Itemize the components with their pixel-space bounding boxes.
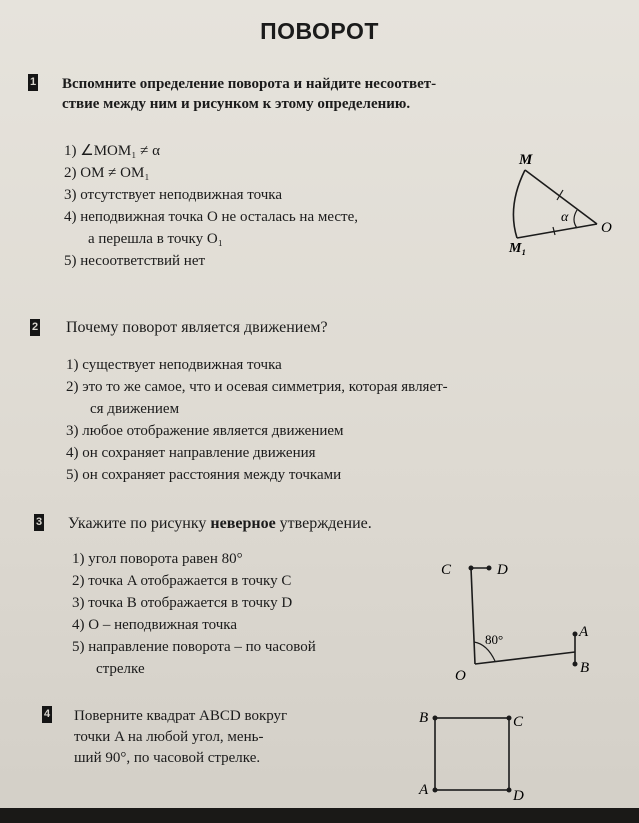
task-2-option-4: 4) он сохраняет направление движения (66, 445, 316, 461)
task-3-label-d: D (497, 562, 508, 578)
task-4-question-line: точки A на любой угол, мень- (74, 729, 264, 745)
task-1-question (62, 74, 436, 114)
task-4-question-line: Поверните квадрат ABCD вокруг (74, 708, 288, 724)
task-3-question-bold: неверное (210, 515, 276, 532)
task-3-question-suffix: утверждение. (275, 515, 372, 532)
task-3-question (68, 514, 372, 534)
task-2-option-2: 2) это то же самое, что и осевая симметрия, которая являет- (66, 379, 448, 395)
task-1-option-4-cont: а перешла в точку O₁ (88, 231, 223, 247)
task-2-option-1: 1) существует неподвижная точка (66, 357, 282, 373)
task-2-option-3: 3) любое отображение является движением (66, 423, 344, 439)
task-3-figure (435, 548, 605, 688)
task-4-question (74, 706, 287, 769)
task-1-question-line: ствие между ним и рисунком к этому определению. (62, 96, 411, 112)
task-4-label-a: A (419, 782, 429, 798)
page-title: ПОВОРОТ (260, 18, 379, 44)
task-2-option-2-cont: ся движением (90, 401, 180, 417)
task-2-marker: 2 (30, 319, 40, 336)
task-3-label-c: C (441, 562, 452, 578)
task-3-option-2: 2) точка A отображается в точку C (72, 573, 292, 589)
task-3-label-o: O (455, 668, 466, 684)
task-2-option-5: 5) он сохраняет расстояния между точками (66, 467, 342, 483)
task-3-option-5-cont: стрелке (96, 661, 145, 677)
task-3-option-5: 5) направление поворота – по часовой (72, 639, 316, 655)
task-1-option-2: 2) OM ≠ OM₁ (64, 165, 150, 181)
task-1-figure (505, 148, 617, 258)
task-1-option-5: 5) несоответствий нет (64, 253, 206, 269)
task-1-label-m: M (519, 152, 533, 168)
task-4-question-line: ший 90°, по часовой стрелке. (74, 750, 261, 766)
task-3-option-4: 4) O – неподвижная точка (72, 617, 238, 633)
task-3-options (72, 548, 316, 680)
task-3-marker: 3 (34, 514, 44, 531)
task-4-label-c: C (513, 714, 524, 730)
task-3-option-3: 3) точка B отображается в точку D (72, 595, 293, 611)
task-1-label-o: O (601, 220, 612, 236)
task-1-option-1: 1) ∠MOM₁ ≠ α (64, 143, 161, 159)
photo-bottom-edge (0, 808, 639, 823)
task-4-label-b: B (419, 710, 429, 726)
task-1-marker: 1 (28, 74, 38, 91)
task-1-label-alpha: α (561, 210, 569, 225)
task-4-figure (415, 704, 535, 804)
task-1-options (64, 140, 358, 272)
task-3-label-a: A (579, 624, 589, 640)
task-4-label-d: D (513, 788, 524, 804)
task-1-question-line: Вспомните определение поворота и найдите несоответ- (62, 76, 437, 92)
task-3-question-prefix: Укажите по рисунку (68, 515, 211, 532)
task-2-question-line: Почему поворот является движением? (66, 319, 328, 336)
task-2-options (66, 354, 448, 486)
task-1-option-3: 3) отсутствует неподвижная точка (64, 187, 282, 203)
task-1-label-m1: M₁ (509, 241, 527, 256)
task-3-option-1: 1) угол поворота равен 80° (72, 551, 243, 567)
task-2-question (66, 318, 328, 338)
task-1-option-4: 4) неподвижная точка O не осталась на месте, (64, 209, 358, 225)
task-4-marker: 4 (42, 706, 52, 723)
task-3-label-angle: 80° (485, 632, 504, 647)
task-3-label-b: B (580, 660, 590, 676)
